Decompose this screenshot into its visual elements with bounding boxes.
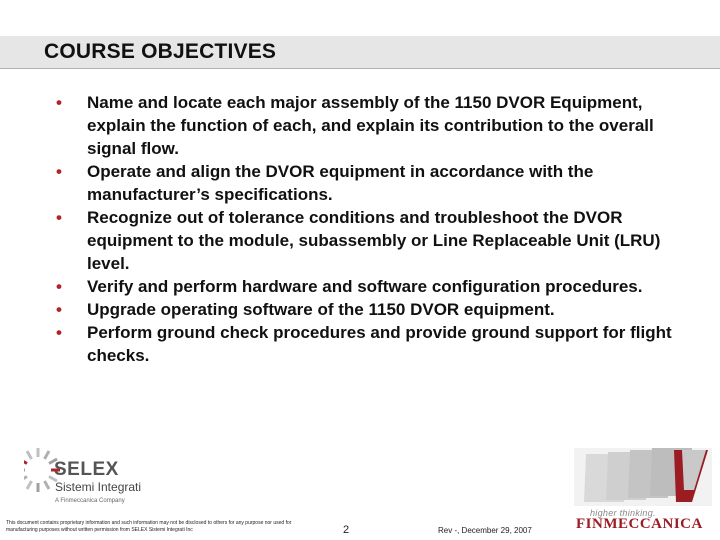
tagline: higher thinking.: [590, 508, 656, 518]
bullet-icon: •: [56, 93, 62, 112]
objective-item: [56, 275, 696, 298]
slide-title: COURSE OBJECTIVES: [44, 40, 277, 63]
bullet-icon: •: [56, 300, 62, 319]
objective-text: Verify and perform hardware and software configuration procedures.: [87, 277, 643, 296]
selex-wordmark: SELEX: [54, 459, 119, 480]
page-number: 2: [343, 524, 350, 536]
objective-item: [56, 160, 696, 206]
objective-text: Name and locate each major assembly of the 1150 DVOR Equipment, explain the function of each, and explain its contribution to the overall signal flow.: [87, 93, 654, 158]
objective-text: Upgrade operating software of the 1150 DVOR equipment.: [87, 300, 555, 319]
objectives-list: [56, 91, 696, 367]
objective-text: Recognize out of tolerance conditions and troubleshoot the DVOR equipment to the module, subassembly or Line Replaceable Unit (LRU) level.: [87, 208, 661, 273]
objective-item: [56, 298, 696, 321]
objective-text: Operate and align the DVOR equipment in accordance with the manufacturer’s specifications.: [87, 162, 594, 204]
selex-subtitle: Sistemi Integrati: [55, 480, 142, 494]
objective-item: [56, 321, 696, 367]
objective-text: Perform ground check procedures and provide ground support for flight checks.: [87, 323, 672, 365]
finmeccanica-wordmark: FINMECCANICA: [576, 516, 703, 532]
objective-item: [56, 206, 696, 275]
revision-date: Rev -, December 29, 2007: [438, 526, 532, 535]
objective-item: [56, 91, 696, 160]
bullet-icon: •: [56, 162, 62, 181]
selex-company-line: A Finmeccanica Company: [55, 498, 125, 504]
footer-disclaimer: This document contains proprietary information and such information may not be disclosed to others for any purpose nor used for manufacturing purposes without written permission from SELEX Sistemi Integrati Inc: [6, 520, 292, 533]
bullet-icon: •: [56, 208, 62, 227]
bullet-icon: •: [56, 277, 62, 296]
bullet-icon: •: [56, 323, 62, 342]
